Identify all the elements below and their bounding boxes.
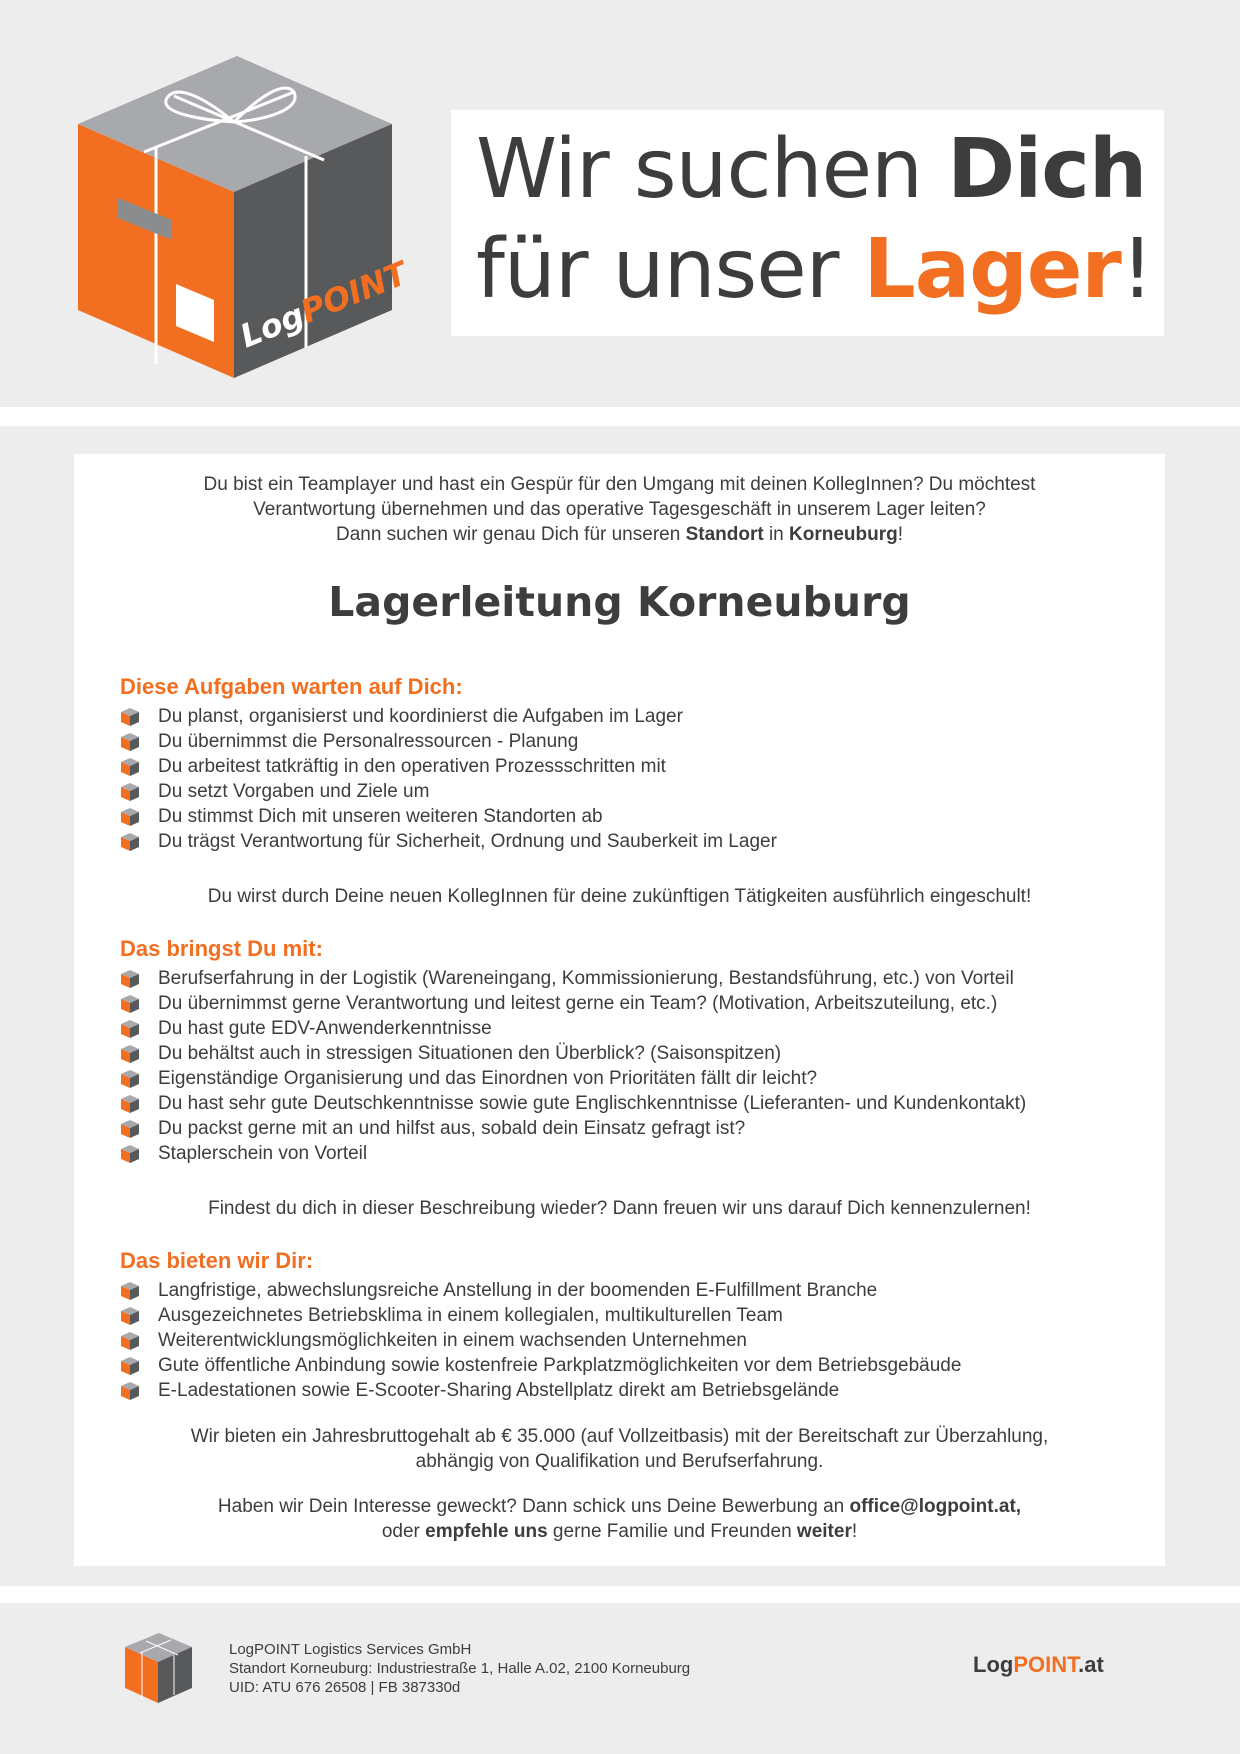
box-bullet-icon [120, 1069, 140, 1089]
list-item: Du übernimmst gerne Verantwortung und leitest gerne ein Team? (Motivation, Arbeitszuteilung, etc.) [120, 991, 1026, 1016]
list-item: Du setzt Vorgaben und Ziele um [120, 779, 777, 804]
footer-address: Standort Korneuburg: Industriestraße 1, Halle A.02, 2100 Korneuburg [229, 1660, 691, 1677]
footer-ids: UID: ATU 676 26508 | FB 387330d [229, 1679, 461, 1696]
list-item: Eigenständige Organisierung und das Einordnen von Prioritäten fällt dir leicht? [120, 1066, 1026, 1091]
list-item: Du packst gerne mit an und hilfst aus, sobald dein Einsatz gefragt ist? [120, 1116, 1026, 1141]
headline-line2-bold: Lager [863, 222, 1121, 317]
list-item: Weiterentwicklungsmöglichkeiten in einem wachsenden Unternehmen [120, 1328, 961, 1353]
box-bullet-icon [120, 832, 140, 852]
salary-note: Wir bieten ein Jahresbruttogehalt ab € 35.000 (auf Vollzeitbasis) mit der Bereitschaft zur Überzahlung, abhängig von Qualifikation und Berufserfahrung. [190, 1426, 1049, 1472]
box-bullet-icon [120, 707, 140, 727]
email-link[interactable]: office@logpoint.at, [849, 1496, 1022, 1517]
offer-heading: Das bieten wir Dir: [120, 1248, 314, 1273]
divider-bottom [0, 1586, 1240, 1603]
box-bullet-icon [120, 1094, 140, 1114]
box-bullet-icon [120, 807, 140, 827]
requirements-list [120, 966, 1026, 1166]
intro-line-2: Verantwortung übernehmen und das operative Tagesgeschäft in unserem Lager leiten? [253, 499, 986, 520]
contact-note: Haben wir Dein Interesse geweckt? Dann schick uns Deine Bewerbung an office@logpoint.at, oder empfehle uns gerne Familie und Freunden weiter! [217, 1496, 1022, 1542]
requirements-heading: Das bringst Du mit: [120, 936, 323, 961]
footer-box-logo [124, 1632, 194, 1704]
box-bullet-icon [120, 1356, 140, 1376]
headline-line2-text: für unser [476, 222, 864, 317]
headline-line2-end: ! [1120, 222, 1153, 317]
box-bullet-icon [120, 1331, 140, 1351]
intro-line-3: Dann suchen wir genau Dich für unseren Standort in Korneuburg! [335, 524, 904, 545]
list-item: Ausgezeichnetes Betriebsklima in einem kollegialen, multikulturellen Team [120, 1303, 961, 1328]
logo-wordmark: LogPOINT [234, 254, 413, 356]
list-item: E-Ladestationen sowie E-Scooter-Sharing Abstellplatz direkt am Betriebsgelände [120, 1378, 961, 1403]
list-item: Du arbeitest tatkräftig in den operativen Prozessschritten mit [120, 754, 777, 779]
list-item: Du übernimmst die Personalressourcen - Planung [120, 729, 777, 754]
divider-top [0, 407, 1240, 426]
headline-box [451, 110, 1164, 336]
box-bullet-icon [120, 782, 140, 802]
list-item: Du hast gute EDV-Anwenderkenntnisse [120, 1016, 1026, 1041]
offer-list [120, 1278, 961, 1403]
tasks-heading: Diese Aufgaben warten auf Dich: [120, 674, 463, 699]
list-item: Du stimmst Dich mit unseren weiteren Standorten ab [120, 804, 777, 829]
box-bullet-icon [120, 732, 140, 752]
intro-text [74, 472, 1165, 547]
box-bullet-icon [120, 1381, 140, 1401]
box-bullet-icon [120, 1019, 140, 1039]
job-description-card [74, 454, 1165, 1566]
list-item: Gute öffentliche Anbindung sowie kostenfreie Parkplatzmöglichkeiten vor dem Betriebsgebäude [120, 1353, 961, 1378]
headline [476, 120, 1153, 320]
box-bullet-icon [120, 1119, 140, 1139]
box-bullet-icon [120, 757, 140, 777]
list-item: Staplerschein von Vorteil [120, 1141, 1026, 1166]
box-bullet-icon [120, 969, 140, 989]
tasks-list [120, 704, 777, 854]
list-item: Berufserfahrung in der Logistik (Wareneingang, Kommissionierung, Bestandsführung, etc.) von Vorteil [120, 966, 1026, 991]
headline-line1-bold: Dich [947, 122, 1147, 217]
job-title: Lagerleitung Korneuburg [328, 578, 911, 626]
list-item: Du behältst auch in stressigen Situationen den Überblick? (Saisonspitzen) [120, 1041, 1026, 1066]
box-bullet-icon [120, 1306, 140, 1326]
closing-note: Findest du dich in dieser Beschreibung wieder? Dann freuen wir uns darauf Dich kennenzulernen! [208, 1198, 1031, 1219]
footer-company: LogPOINT Logistics Services GmbH [229, 1641, 472, 1658]
box-bullet-icon [120, 1144, 140, 1164]
list-item: Du planst, organisierst und koordinierst die Aufgaben im Lager [120, 704, 777, 729]
training-note: Du wirst durch Deine neuen KollegInnen für deine zukünftigen Tätigkeiten ausführlich eingeschult! [207, 886, 1032, 907]
box-bullet-icon [120, 994, 140, 1014]
headline-line1-text: Wir suchen [476, 122, 948, 217]
intro-line-1: Du bist ein Teamplayer und hast ein Gespür für den Umgang mit deinen KollegInnen? Du möchtest [203, 474, 1036, 495]
footer-website[interactable]: LogPOINT.at [973, 1652, 1104, 1677]
footer-company-info [229, 1640, 690, 1697]
box-bullet-icon [120, 1044, 140, 1064]
list-item: Du trägst Verantwortung für Sicherheit, Ordnung und Sauberkeit im Lager [120, 829, 777, 854]
list-item: Du hast sehr gute Deutschkenntnisse sowie gute Englischkenntnisse (Lieferanten- und Kundenkontakt) [120, 1091, 1026, 1116]
list-item: Langfristige, abwechslungsreiche Anstellung in der boomenden E-Fulfillment Branche [120, 1278, 961, 1303]
logpoint-box-logo [74, 52, 413, 382]
box-bullet-icon [120, 1281, 140, 1301]
